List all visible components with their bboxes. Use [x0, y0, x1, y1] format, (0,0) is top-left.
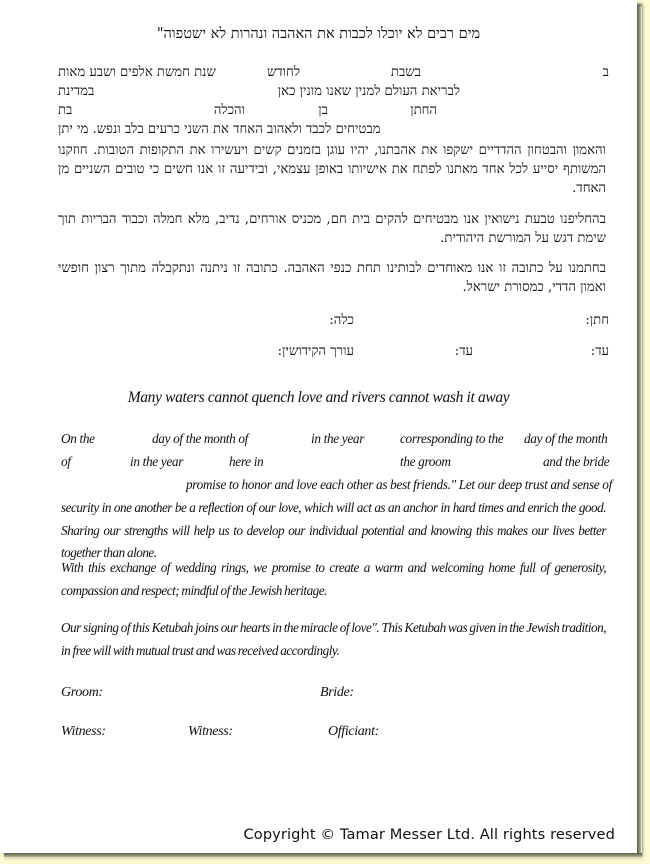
english-signature-officiant: Officiant:: [328, 724, 379, 739]
hebrew-field-shnat: שנת חמשת אלפים ושבע מאות: [58, 65, 216, 80]
hebrew-title: מים רבים לא יוכלו לכבות את האהבה ונהרות לא ישטפוה": [156, 26, 481, 42]
english-signature-bride: Bride:: [320, 685, 354, 700]
hebrew-field-lachodesh: לחודש: [266, 65, 300, 80]
english-signature-witness-1: Witness:: [61, 724, 106, 739]
english-field-day-of-month: day of the month of: [152, 431, 249, 446]
hebrew-signature-groom: חתן:: [585, 313, 609, 328]
english-field-of: of: [61, 454, 71, 469]
hebrew-field-bimdinat: במדינת: [58, 84, 95, 99]
english-field-the-groom: the groom: [400, 454, 451, 469]
hebrew-paragraph-3: בחתמנו על כתובה זו אנו מאוחדים לבותינו תחת כנפי האהבה. כתובה זו ניתנה ונתקבלה מתוך רצון חופשי ואמון הדדי, כמסורת ישראל.: [58, 261, 606, 295]
english-paragraph-1: security in one another be a reflection of our love, which will act as an anchor in hard times and enrich the good. Sharing our strengths will help us to develop our individual potential and knowing this makes our lives better together than alone.: [61, 500, 606, 560]
english-field-in-the-year-2: in the year: [130, 454, 184, 469]
english-field-day-of-month-2: day of the month: [524, 431, 608, 446]
sheet-shadow-right: [637, 6, 642, 857]
english-signature-groom: Groom:: [61, 685, 103, 700]
hebrew-paragraph-2: בהחליפנו טבעת נישואין אנו מבטיחים להקים בית חם, מכניס אורחים, נדיב, מלא חמלה וכבוד הבריות תוך שימת דגש על המורשת היהודית.: [58, 212, 606, 246]
english-field-here-in: here in: [229, 454, 264, 469]
hebrew-field-lebriat: לבריאת העולם למנין שאנו מונין כאן: [277, 84, 460, 99]
english-paragraph-2: With this exchange of wedding rings, we promise to create a warm and welcoming home full of generosity, compassion and respect; mindful of the Jewish heritage.: [61, 560, 606, 598]
copyright-notice: Copyright © Tamar Messer Ltd. All rights reserved: [243, 826, 615, 843]
english-field-corresponding: corresponding to the: [400, 431, 504, 446]
hebrew-field-bashabbat: בשבת: [390, 65, 421, 80]
english-field-in-the-year: in the year: [311, 431, 365, 446]
english-title: Many waters cannot quench love and rivers cannot wash it away: [127, 389, 510, 406]
hebrew-paragraph-1-lead: מבטיחים לכבד ולאהוב האחד את השני כרעים בלב ונפש. מי יתן: [58, 122, 381, 137]
hebrew-field-vehakala: והכלה: [213, 103, 245, 118]
sheet-shadow-bottom: [4, 853, 642, 858]
hebrew-field-ben: בן: [318, 103, 328, 118]
hebrew-field-hechatan: החתן: [410, 103, 437, 118]
hebrew-signature-witness-1: עד:: [590, 344, 609, 359]
hebrew-field-bat: בת: [58, 103, 73, 118]
hebrew-field-b: ב: [602, 65, 609, 80]
english-signature-witness-2: Witness:: [188, 724, 233, 739]
english-field-and-the-bride: and the bride: [543, 454, 610, 469]
hebrew-signature-witness-2: עד:: [454, 344, 473, 359]
english-promise-line: promise to honor and love each other as best friends." Let our deep trust and sense of: [186, 477, 612, 492]
hebrew-paragraph-1: והאמון והבטחון ההדדיים ישקפו את אהבתנו, יהיו עוגן בזמנים קשים ויעשירו את התקופות הטובות. חוזקנו המשותף יסייע לכל אחד מאתנו לפתח את אישיותו באופן עצמאי, ובידיעה זו אנו חשים כי טובים השניים מן האחד.: [58, 143, 606, 196]
hebrew-signature-officiant: עורך הקידושין:: [277, 344, 354, 359]
english-paragraph-3: Our signing of this Ketubah joins our hearts in the miracle of love". This Ketubah was given in the Jewish tradition, in free will with mutual trust and was received accordingly.: [61, 620, 606, 658]
hebrew-signature-bride: כלה:: [329, 313, 354, 328]
english-field-on-the: On the: [61, 431, 95, 446]
